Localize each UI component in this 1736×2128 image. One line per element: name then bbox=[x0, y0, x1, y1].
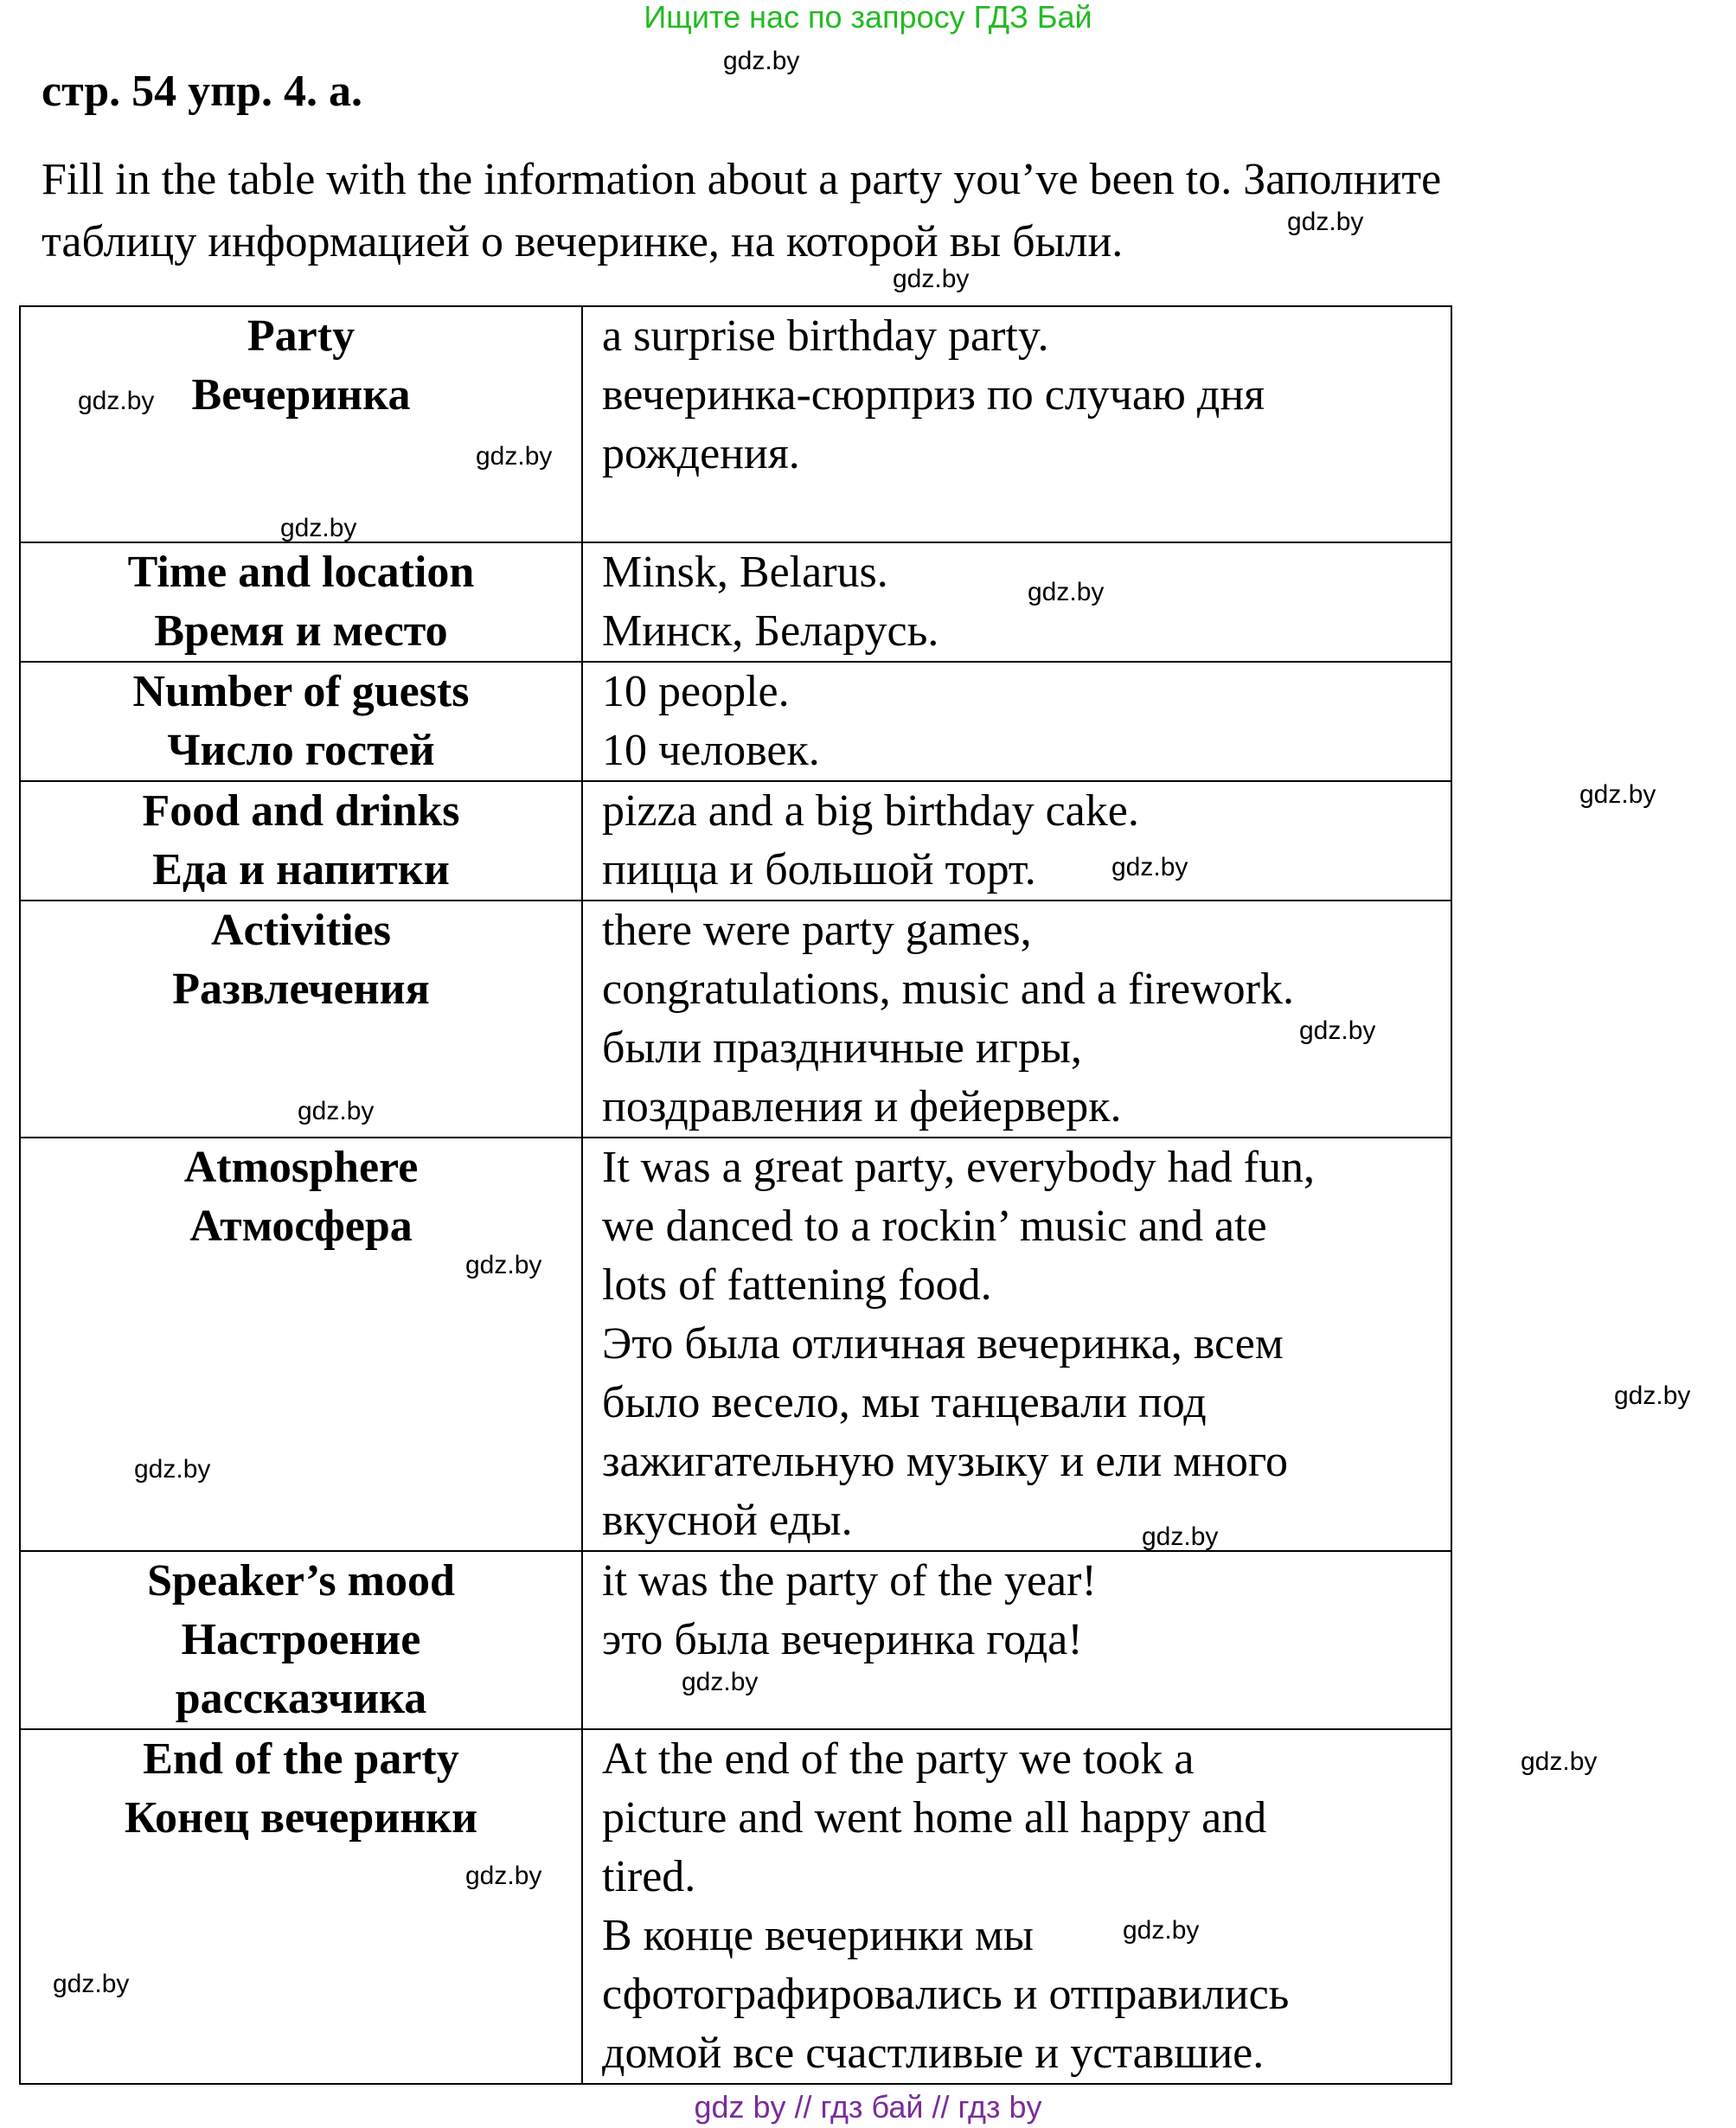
table-row bbox=[20, 662, 1451, 781]
footer-watermark: gdz by // гдз бай // гдз by bbox=[694, 2089, 1042, 2125]
instructions-line-2: таблицу информацией о вечеринке, на которой вы были. bbox=[42, 217, 1124, 266]
table-row bbox=[20, 542, 1451, 662]
table-row bbox=[20, 901, 1451, 1138]
row-value bbox=[582, 1729, 1451, 2084]
row-label bbox=[20, 1729, 582, 2084]
row-label bbox=[20, 306, 582, 542]
row-value-line: there were party games, bbox=[602, 906, 1032, 955]
row-value-line: 10 people. bbox=[602, 667, 790, 716]
row-label-line: Speaker’s mood bbox=[147, 1556, 455, 1606]
row-label-line: Number of guests bbox=[132, 667, 470, 716]
row-value-line: congratulations, music and a firework. bbox=[602, 965, 1294, 1014]
row-label-line: Food and drinks bbox=[142, 786, 460, 836]
row-value-line: были праздничные игры, bbox=[602, 1023, 1082, 1073]
watermark: gdz.by bbox=[134, 1455, 211, 1484]
row-label-line: Атмосфера bbox=[189, 1202, 413, 1251]
watermark: gdz.by bbox=[78, 387, 155, 415]
row-label-line: Party bbox=[247, 311, 356, 361]
table-row bbox=[20, 306, 1451, 542]
row-value-line: это была вечеринка года! bbox=[602, 1615, 1083, 1664]
instructions bbox=[42, 149, 1659, 273]
watermark: gdz.by bbox=[1142, 1522, 1219, 1551]
row-value-line: 10 человек. bbox=[602, 726, 820, 775]
row-label bbox=[20, 542, 582, 662]
row-value bbox=[582, 306, 1451, 542]
watermark: gdz.by bbox=[465, 1862, 542, 1890]
instructions-line-1: Fill in the table with the information about a party you’ve been to. Заполните bbox=[42, 155, 1442, 204]
row-label-line: Время и место bbox=[154, 606, 448, 656]
row-value-line: было весело, мы танцевали под bbox=[602, 1378, 1207, 1427]
row-value-line: we danced to a rockin’ music and ate bbox=[602, 1202, 1267, 1251]
row-value-line: вечеринка-сюрприз по случаю дня bbox=[602, 370, 1265, 420]
row-value-line: lots of fattening food. bbox=[602, 1260, 992, 1310]
row-value bbox=[582, 1138, 1451, 1551]
watermark: gdz.by bbox=[1111, 853, 1188, 881]
row-label bbox=[20, 662, 582, 781]
row-value-line: Минск, Беларусь. bbox=[602, 606, 939, 656]
row-value-line: пицца и большой торт. bbox=[602, 845, 1036, 894]
row-label-line: рассказчика bbox=[175, 1674, 427, 1723]
row-value-line: рождения. bbox=[602, 429, 800, 478]
watermark: gdz.by bbox=[53, 1970, 130, 1998]
row-value-line: В конце вечеринки мы bbox=[602, 1911, 1034, 1960]
watermark: gdz.by bbox=[1123, 1916, 1200, 1945]
row-value-line: вкусной еды. bbox=[602, 1496, 853, 1545]
watermark: gdz.by bbox=[280, 514, 357, 542]
watermark: gdz.by bbox=[1521, 1747, 1598, 1776]
row-label-line: Конец вечеринки bbox=[124, 1793, 478, 1843]
watermark: gdz.by bbox=[476, 442, 553, 471]
row-value-line: зажигательную музыку и ели много bbox=[602, 1437, 1288, 1486]
watermark: gdz.by bbox=[1579, 780, 1656, 809]
row-value-line: It was a great party, everybody had fun, bbox=[602, 1143, 1315, 1192]
row-label-line: Вечеринка bbox=[191, 370, 411, 420]
page-heading: стр. 54 упр. 4. а. bbox=[42, 67, 363, 116]
row-value-line: поздравления и фейерверк. bbox=[602, 1082, 1122, 1131]
row-label-line: Atmosphere bbox=[183, 1143, 419, 1192]
row-value-line: домой все счастливые и уставшие. bbox=[602, 2029, 1265, 2078]
row-value-line: picture and went home all happy and bbox=[602, 1793, 1267, 1843]
row-label bbox=[20, 1551, 582, 1729]
table-row bbox=[20, 1138, 1451, 1551]
row-value-line: it was the party of the year! bbox=[602, 1556, 1097, 1606]
watermark: gdz.by bbox=[682, 1668, 759, 1696]
row-label-line: Число гостей bbox=[167, 726, 435, 775]
table-row bbox=[20, 781, 1451, 901]
watermark: gdz.by bbox=[1614, 1381, 1691, 1410]
row-value-line: Minsk, Belarus. bbox=[602, 548, 888, 597]
row-value bbox=[582, 662, 1451, 781]
row-value-line: Это была отличная вечеринка, всем bbox=[602, 1319, 1284, 1368]
row-label bbox=[20, 781, 582, 901]
row-value-line: a surprise birthday party. bbox=[602, 311, 1049, 361]
row-label-line: Time and location bbox=[127, 548, 475, 597]
watermark: gdz.by bbox=[1287, 208, 1364, 236]
row-value-line: сфотографировались и отправились bbox=[602, 1970, 1290, 2019]
row-label-line: End of the party bbox=[143, 1734, 459, 1784]
watermark: gdz.by bbox=[1299, 1016, 1376, 1045]
watermark: gdz.by bbox=[893, 265, 970, 293]
row-label-line: Развлечения bbox=[172, 965, 430, 1014]
top-banner: Ищите нас по запросу ГДЗ Бай bbox=[644, 0, 1092, 35]
row-label bbox=[20, 1138, 582, 1551]
row-value-line: pizza and a big birthday cake. bbox=[602, 786, 1139, 836]
row-value bbox=[582, 1551, 1451, 1729]
row-label-line: Activities bbox=[211, 906, 391, 955]
watermark: gdz.by bbox=[298, 1097, 375, 1125]
party-info-table bbox=[19, 305, 1452, 2085]
row-value bbox=[582, 781, 1451, 901]
row-label-line: Еда и напитки bbox=[152, 845, 450, 894]
row-label-line: Настроение bbox=[181, 1615, 421, 1664]
table-row bbox=[20, 1551, 1451, 1729]
table-row bbox=[20, 1729, 1451, 2084]
row-value bbox=[582, 542, 1451, 662]
watermark: gdz.by bbox=[1028, 578, 1105, 606]
watermark: gdz.by bbox=[723, 47, 800, 75]
row-value-line: tired. bbox=[602, 1852, 696, 1901]
watermark: gdz.by bbox=[465, 1251, 542, 1279]
row-value-line: At the end of the party we took a bbox=[602, 1734, 1195, 1784]
